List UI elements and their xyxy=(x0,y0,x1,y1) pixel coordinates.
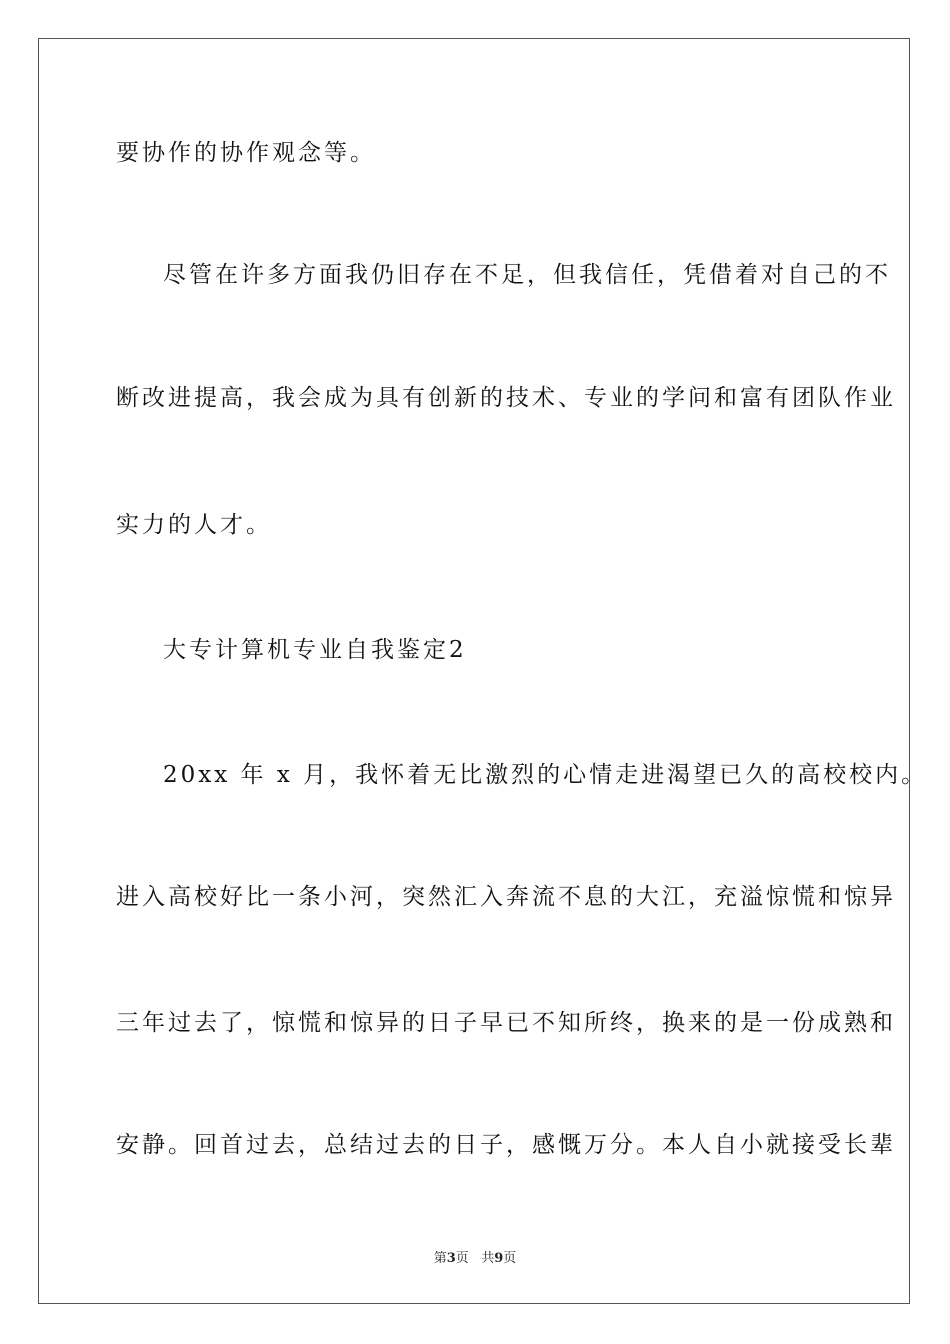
paragraph-line: 实力的人才。 xyxy=(116,512,272,538)
page-border xyxy=(38,38,910,1304)
total-prefix: 共 xyxy=(481,1251,495,1266)
page-prefix: 第 xyxy=(433,1251,447,1266)
section-heading: 大专计算机专业自我鉴定2 xyxy=(163,637,467,663)
paragraph-line: 20xx 年 x 月，我怀着无比激烈的心情走进渴望已久的高校校内。 xyxy=(163,762,928,788)
total-suffix: 页 xyxy=(503,1251,517,1266)
total-page-count: 9 xyxy=(494,1251,504,1266)
paragraph-line: 断改进提高，我会成为具有创新的技术、专业的学问和富有团队作业 xyxy=(116,385,896,411)
current-page-number: 3 xyxy=(446,1251,456,1266)
page-suffix: 页 xyxy=(455,1251,469,1266)
paragraph-line: 要协作的协作观念等。 xyxy=(116,140,376,166)
page-footer xyxy=(0,1247,950,1266)
paragraph-line: 三年过去了，惊慌和惊异的日子早已不知所终，换来的是一份成熟和 xyxy=(116,1010,896,1036)
paragraph-line: 进入高校好比一条小河，突然汇入奔流不息的大江，充溢惊慌和惊异 xyxy=(116,884,896,910)
paragraph-line: 尽管在许多方面我仍旧存在不足，但我信任，凭借着对自己的不 xyxy=(163,262,891,288)
paragraph-line: 安静。回首过去，总结过去的日子，感慨万分。本人自小就接受长辈 xyxy=(116,1132,896,1158)
